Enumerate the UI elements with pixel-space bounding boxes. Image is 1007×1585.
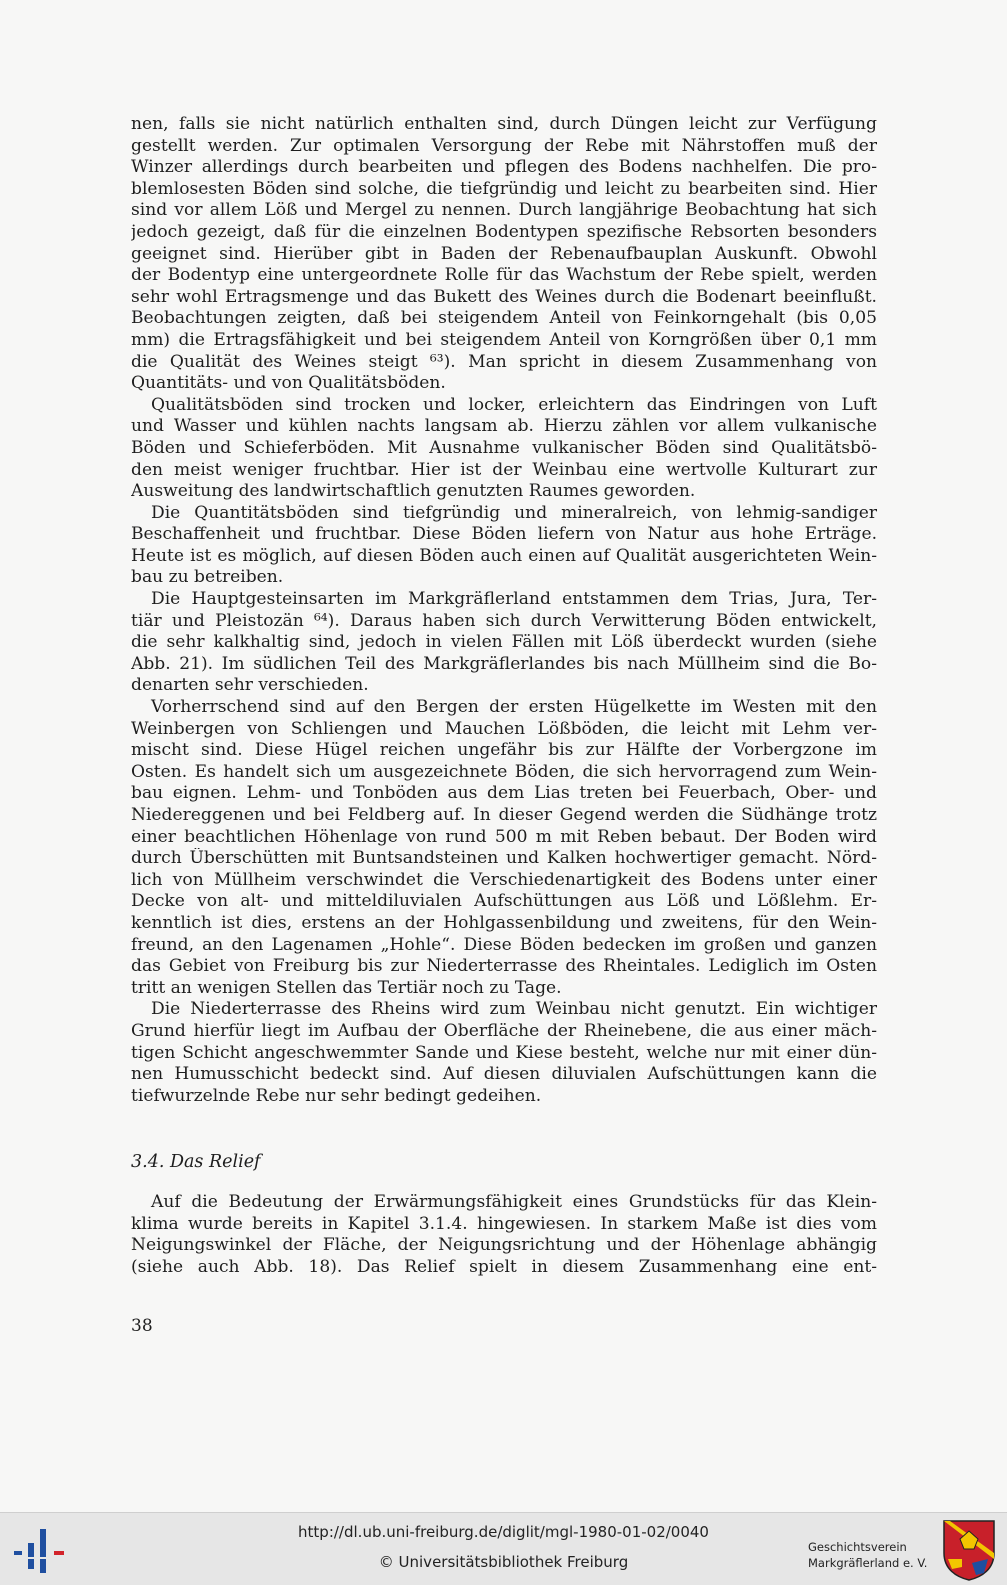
text-line: denarten sehr verschieden. [131, 675, 369, 696]
text-line: gestellt werden. Zur optimalen Versorgung der Rebe mit Nährstoffen muß der [131, 135, 877, 156]
text-line: die sehr kalkhaltig sind, jedoch in vielen Fällen mit Löß überdeckt wurden (siehe [131, 632, 877, 653]
footer-bar [0, 1512, 1007, 1585]
society-name [808, 1539, 928, 1571]
text-line: Quantitäts- und von Qualitätsböden. [131, 373, 446, 394]
text-line: bau eignen. Lehm- und Tonböden aus dem Lias treten bei Feuerbach, Ober- und [131, 783, 877, 804]
text-line: Ausweitung des landwirtschaftlich genutzten Raumes geworden. [131, 481, 696, 502]
text-line: bau zu betreiben. [131, 567, 284, 588]
text-line: Neigungswinkel der Fläche, der Neigungsrichtung und der Höhenlage abhängig [131, 1235, 877, 1256]
text-line: Auf die Bedeutung der Erwärmungsfähigkeit eines Grundstücks für das Klein- [151, 1192, 877, 1212]
text-line: tiär und Pleistozän ⁶⁴). Daraus haben sich durch Verwitterung Böden entwickelt, [131, 610, 877, 631]
text-line: mischt sind. Diese Hügel reichen ungefähr bis zur Hälfte der Vorbergzone im [131, 740, 877, 761]
text-line: durch Überschütten mit Buntsandsteinen und Kalken hochwertiger gemacht. Nörd- [131, 848, 877, 869]
text-line: Osten. Es handelt sich um ausgezeichnete Böden, die sich hervorragend zum Wein- [131, 761, 877, 782]
text-line: Die Quantitätsböden sind tiefgründig und mineralreich, von lehmig-sandiger [151, 502, 877, 523]
text-line: mm) die Ertragsfähigkeit und bei steigendem Anteil von Korngrößen über 0,1 mm [131, 329, 877, 350]
text-line: blemlosesten Böden sind solche, die tiefgründig und leicht zu bearbeiten sind. Hier [131, 178, 877, 199]
text-line: Beobachtungen zeigten, daß bei steigendem Anteil von Feinkorngehalt (bis 0,05 [131, 308, 877, 329]
copyright-notice: © Universitätsbibliothek Freiburg [378, 1553, 629, 1571]
text-line: Die Hauptgesteinsarten im Markgräflerland entstammen dem Trias, Jura, Ter- [151, 589, 877, 610]
society-line-2: Markgräflerland e. V. [808, 1556, 928, 1570]
text-line: nen, falls sie nicht natürlich enthalten sind, durch Düngen leicht zur Verfügung [131, 114, 877, 134]
text-line: lich von Müllheim verschwindet die Verschiedenartigkeit des Bodens unter einer [131, 869, 877, 890]
section-text [131, 1192, 877, 1278]
text-line: den meist weniger fruchtbar. Hier ist der Weinbau eine wertvolle Kulturart zur [131, 459, 877, 480]
text-line: Die Niederterrasse des Rheins wird zum Weinbau nicht genutzt. Ein wichtiger [151, 999, 877, 1020]
text-line: freund, an den Lagenamen „Hohle“. Diese Böden bedecken im großen und ganzen [131, 934, 877, 955]
text-line: der Bodentyp eine untergeordnete Rolle für das Wachstum der Rebe spielt, werden [131, 265, 877, 286]
text-line: nen Humusschicht bedeckt sind. Auf diesen diluvialen Aufschüttungen kann die [131, 1064, 877, 1085]
text-line: Decke von alt- und mitteldiluvialen Aufschüttungen aus Löß und Lößlehm. Er- [131, 891, 877, 912]
text-line: Beschaffenheit und fruchtbar. Diese Böden liefern von Natur aus hohe Erträge. [131, 524, 877, 545]
text-line: klima wurde bereits in Kapitel 3.1.4. hingewiesen. In starkem Maße ist dies vom [131, 1213, 877, 1234]
text-line: kenntlich ist dies, erstens an der Hohlgassenbildung und zweitens, für den Wein- [131, 912, 877, 933]
text-line: sind vor allem Löß und Mergel zu nennen. Durch langjährige Beobachtung hat sich [131, 200, 877, 221]
text-line: Heute ist es möglich, auf diesen Böden auch einen auf Qualität ausgerichteten Wein- [131, 545, 877, 566]
body-text [131, 114, 877, 1107]
text-line: tigen Schicht angeschwemmter Sande und Kiese besteht, welche nur mit einer dün- [131, 1042, 877, 1063]
page-number: 38 [131, 1316, 153, 1336]
coat-of-arms-icon [942, 1519, 996, 1581]
text-line: Abb. 21). Im südlichen Teil des Markgräflerlandes bis nach Müllheim sind die Bo- [131, 653, 877, 674]
text-line: sehr wohl Ertragsmenge und das Bukett des Weines durch die Bodenart beeinflußt. [131, 286, 877, 307]
text-line: einer beachtlichen Höhenlage von rund 500 m mit Reben bebaut. Der Boden wird [131, 826, 877, 847]
text-line: tiefwurzelnde Rebe nur sehr bedingt gedeihen. [131, 1085, 542, 1106]
society-line-1: Geschichtsverein [808, 1540, 907, 1554]
text-line: Vorherrschend sind auf den Bergen der ersten Hügelkette im Westen mit den [151, 697, 877, 718]
section-heading: 3.4. Das Relief [131, 1152, 261, 1172]
text-line: Grund hierfür liegt im Aufbau der Oberfläche der Rheinebene, die aus einer mäch- [131, 1020, 877, 1041]
text-line: Weinbergen von Schliengen und Mauchen Lößböden, die leicht mit Lehm ver- [131, 718, 877, 739]
document-url[interactable]: http://dl.ub.uni-freiburg.de/diglit/mgl-1980-01-02/0040 [298, 1523, 709, 1541]
text-line: und Wasser und kühlen nachts langsam ab. Hierzu zählen vor allem vulkanische [131, 416, 877, 437]
text-line: jedoch gezeigt, daß für die einzelnen Bodentypen spezifische Rebsorten besonders [131, 221, 877, 242]
text-line: geeignet sind. Hierüber gibt in Baden der Rebenaufbauplan Auskunft. Obwohl [131, 243, 877, 264]
text-line: Niedereggenen und bei Feldberg auf. In dieser Gegend werden die Südhänge trotz [131, 805, 877, 825]
text-line: die Qualität des Weines steigt ⁶³). Man spricht in diesem Zusammenhang von [131, 351, 877, 372]
text-line: Qualitätsböden sind trocken und locker, erleichtern das Eindringen von Luft [151, 394, 877, 415]
text-line: (siehe auch Abb. 18). Das Relief spielt in diesem Zusammenhang eine ent- [131, 1256, 877, 1277]
text-line: das Gebiet von Freiburg bis zur Niederterrasse des Rheintales. Lediglich im Osten [131, 956, 877, 977]
text-line: tritt an wenigen Stellen das Tertiär noch zu Tage. [131, 977, 562, 998]
text-line: Böden und Schieferböden. Mit Ausnahme vulkanischer Böden sind Qualitätsbö- [131, 437, 877, 458]
text-line: Winzer allerdings durch bearbeiten und pflegen des Bodens nachhelfen. Die pro- [131, 157, 877, 178]
